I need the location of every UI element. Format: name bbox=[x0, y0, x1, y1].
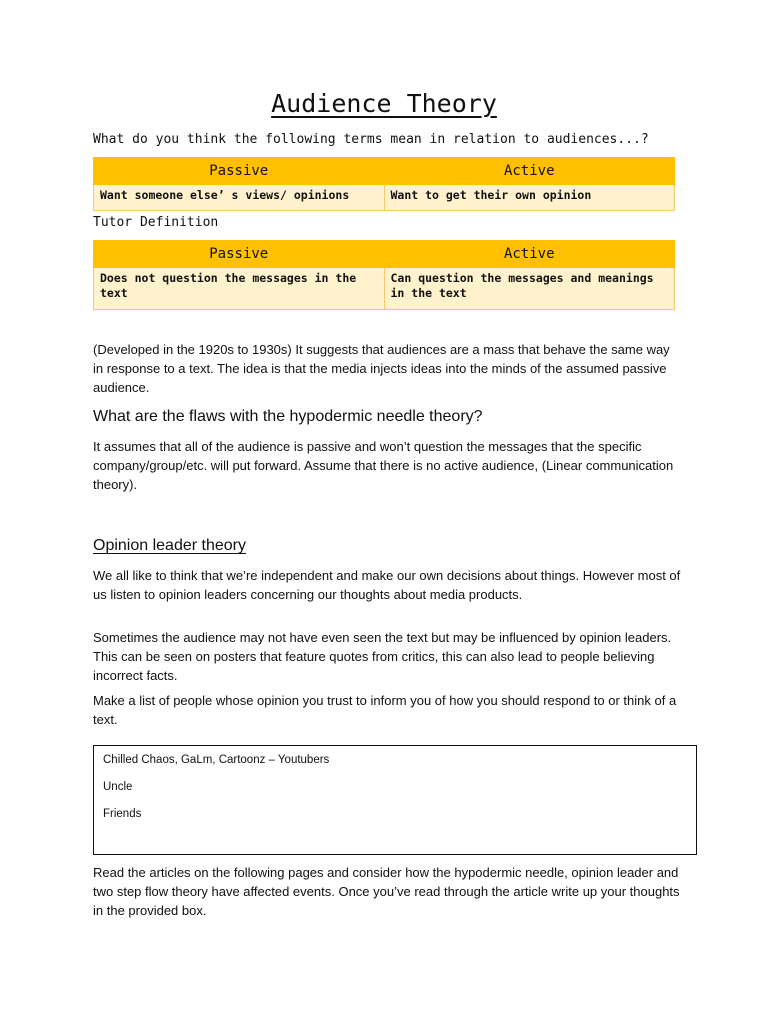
closing-instructions: Read the articles on the following pages and consider how the hypodermic needle, opinion leader and two step flow theory have affected events. Once you’ve read through the article write up your thoughts in the provided box. bbox=[93, 865, 680, 918]
table1-header-active: Active bbox=[384, 158, 675, 185]
tutor-definition-label: Tutor Definition bbox=[93, 215, 219, 230]
opinion-leader-para-2: Sometimes the audience may not have even seen the text but may be influenced by opinion leaders. This can be seen on posters that feature quotes from critics, this can also lead to people believing incorrect facts. bbox=[93, 630, 672, 683]
tutor-definition-table bbox=[93, 240, 675, 310]
student-definition-table bbox=[93, 157, 675, 211]
trusted-people-box[interactable] bbox=[93, 745, 697, 855]
list-item: Uncle bbox=[103, 781, 133, 793]
flaws-heading: What are the flaws with the hypodermic needle theory? bbox=[93, 408, 483, 425]
page-title: Audience Theory bbox=[271, 89, 497, 118]
flaws-answer: It assumes that all of the audience is passive and won’t question the messages that the specific company/group/etc. will put forward. Assume that there is no active audience, (Linear communication theory). bbox=[93, 439, 674, 492]
opinion-leader-para-3: Make a list of people whose opinion you trust to inform you of how you should respond to or think of a text. bbox=[93, 693, 677, 727]
table2-header-active: Active bbox=[384, 241, 675, 268]
list-item: Chilled Chaos, GaLm, Cartoonz – Youtubers bbox=[103, 754, 330, 766]
hypodermic-intro: (Developed in the 1920s to 1930s) It suggests that audiences are a mass that behave the same way in response to a text. The idea is that the media injects ideas into the minds of the assumed passive audience. bbox=[93, 342, 670, 395]
table2-header-passive: Passive bbox=[94, 241, 385, 268]
table1-cell-active: Want to get their own opinion bbox=[384, 185, 675, 211]
opinion-leader-heading: Opinion leader theory bbox=[93, 537, 246, 554]
list-item: Friends bbox=[103, 808, 142, 820]
opinion-leader-para-1: We all like to think that we’re independent and make our own decisions about things. However most of us listen to opinion leaders concerning our thoughts about media products. bbox=[93, 568, 681, 602]
table1-header-passive: Passive bbox=[94, 158, 385, 185]
table2-cell-active: Can question the messages and meanings in the text bbox=[384, 268, 675, 310]
question-prompt: What do you think the following terms mean in relation to audiences...? bbox=[93, 132, 649, 147]
table2-cell-passive: Does not question the messages in the text bbox=[94, 268, 385, 310]
table1-cell-passive: Want someone else’ s views/ opinions bbox=[94, 185, 385, 211]
